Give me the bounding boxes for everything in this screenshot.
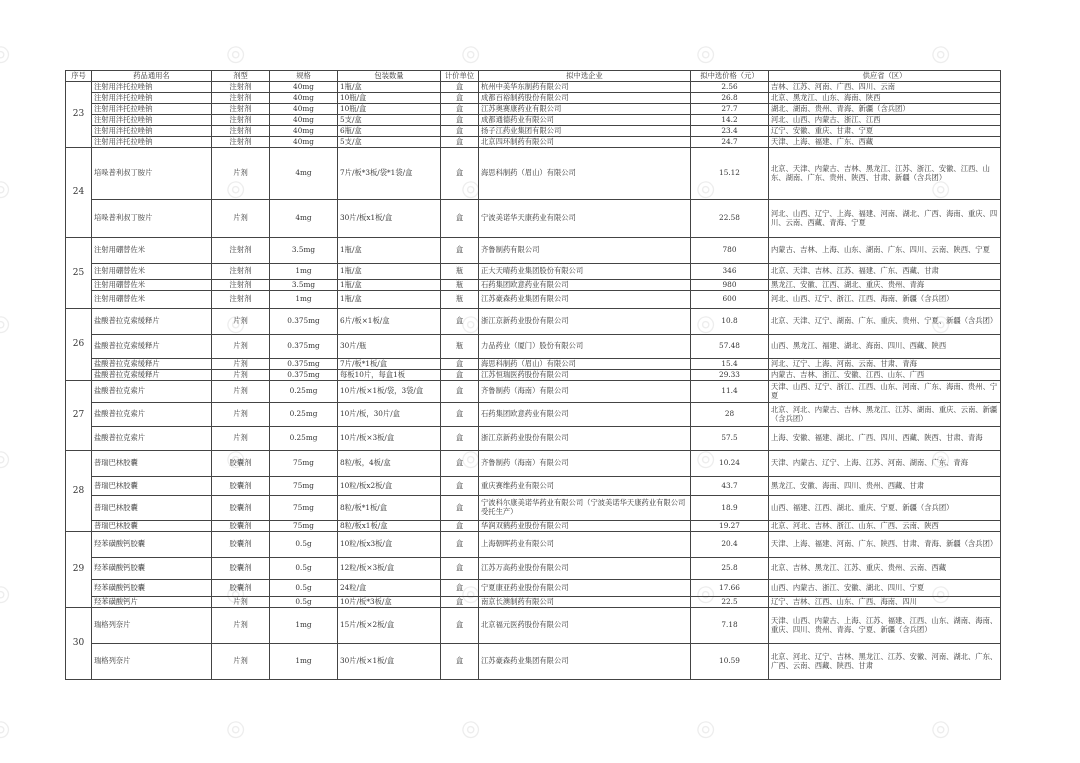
dosage-form-cell: 胶囊剂 — [212, 521, 270, 532]
drug-name-cell: 普瑞巴林胶囊 — [92, 521, 212, 532]
table-row — [66, 427, 1001, 451]
drug-name-cell: 注射用硼替佐米 — [92, 280, 212, 291]
table-row — [66, 496, 1001, 521]
package-cell: 1瓶/盒 — [338, 291, 441, 309]
spec-cell: 75mg — [270, 451, 338, 477]
dosage-form-cell: 片剂 — [212, 335, 270, 359]
company-cell: 石药集团欧意药业有限公司 — [479, 280, 691, 291]
watermark-logo — [925, 35, 960, 70]
table-row — [66, 359, 1001, 370]
price-cell: 14.2 — [691, 115, 769, 126]
table-row — [66, 291, 1001, 309]
drug-name-cell: 注射用泮托拉唑钠 — [92, 137, 212, 148]
spec-cell: 4mg — [270, 200, 338, 238]
provinces-cell: 山西、内蒙古、浙江、安徽、湖北、四川、宁夏 — [769, 580, 1001, 597]
drug-name-cell: 羟苯磺酸钙胶囊 — [92, 558, 212, 580]
provinces-cell: 黑龙江、安徽、江西、湖北、重庆、贵州、青海 — [769, 280, 1001, 291]
watermark-logo — [925, 710, 960, 745]
spec-cell: 0.25mg — [270, 381, 338, 403]
unit-cell: 盒 — [441, 532, 479, 558]
unit-cell: 盒 — [441, 477, 479, 496]
package-cell: 10瓶/盒 — [338, 93, 441, 104]
unit-cell: 盒 — [441, 558, 479, 580]
drug-name-cell: 注射用硼替佐米 — [92, 291, 212, 309]
dosage-form-cell: 注射剂 — [212, 104, 270, 115]
unit-cell: 盒 — [441, 403, 479, 427]
dosage-form-cell: 注射剂 — [212, 115, 270, 126]
package-cell: 10粒/板x2板/盒 — [338, 477, 441, 496]
table-row — [66, 532, 1001, 558]
provinces-cell: 北京、吉林、黑龙江、江苏、重庆、贵州、云南、西藏 — [769, 558, 1001, 580]
provinces-cell: 黑龙江、安徽、海南、四川、贵州、西藏、甘肃 — [769, 477, 1001, 496]
spec-cell: 0.375mg — [270, 309, 338, 335]
watermark-logo — [0, 305, 19, 340]
package-cell: 6瓶/盒 — [338, 126, 441, 137]
table-row — [66, 477, 1001, 496]
unit-cell: 瓶 — [441, 335, 479, 359]
spec-cell: 40mg — [270, 115, 338, 126]
table-row — [66, 580, 1001, 597]
provinces-cell: 辽宁、吉林、江西、山东、广西、海南、四川 — [769, 597, 1001, 608]
dosage-form-cell: 胶囊剂 — [212, 451, 270, 477]
provinces-cell: 北京、河北、辽宁、吉林、黑龙江、江苏、安徽、河南、湖北、广东、广西、云南、西藏、陕西、甘肃 — [769, 644, 1001, 680]
table-row — [66, 104, 1001, 115]
table-row — [66, 93, 1001, 104]
table-row — [66, 644, 1001, 680]
header-cell: 供应省（区） — [769, 71, 1001, 82]
company-cell: 重庆赛维药业有限公司 — [479, 477, 691, 496]
company-cell: 扬子江药业集团有限公司 — [479, 126, 691, 137]
drug-name-cell: 盐酸普拉克索片 — [92, 427, 212, 451]
header-cell: 拟中选企业 — [479, 71, 691, 82]
provinces-cell: 天津、上海、福建、广东、西藏 — [769, 137, 1001, 148]
provinces-cell: 吉林、江苏、河南、广西、四川、云南 — [769, 82, 1001, 93]
watermark-logo — [0, 170, 19, 205]
unit-cell: 盒 — [441, 93, 479, 104]
group-number-cell: 23 — [66, 82, 92, 148]
spec-cell: 0.5g — [270, 580, 338, 597]
provinces-cell: 北京、天津、吉林、江苏、福建、广东、西藏、甘肃 — [769, 264, 1001, 280]
dosage-form-cell: 注射剂 — [212, 264, 270, 280]
package-cell: 1瓶/盒 — [338, 82, 441, 93]
spec-cell: 0.5g — [270, 597, 338, 608]
price-cell: 780 — [691, 238, 769, 264]
dosage-form-cell: 注射剂 — [212, 93, 270, 104]
company-cell: 力品药业（厦门）股份有限公司 — [479, 335, 691, 359]
price-cell: 346 — [691, 264, 769, 280]
header-cell: 拟中选价格（元） — [691, 71, 769, 82]
company-cell: 北京四环制药有限公司 — [479, 137, 691, 148]
provinces-cell: 河北、辽宁、上海、河南、云南、甘肃、青海 — [769, 359, 1001, 370]
company-cell: 齐鲁制药（海南）有限公司 — [479, 381, 691, 403]
price-cell: 600 — [691, 291, 769, 309]
drug-name-cell: 羟苯磺酸钙片 — [92, 597, 212, 608]
dosage-form-cell: 片剂 — [212, 644, 270, 680]
spec-cell: 0.5g — [270, 558, 338, 580]
dosage-form-cell: 片剂 — [212, 608, 270, 644]
provinces-cell: 山西、福建、江西、湖北、重庆、宁夏、新疆（含兵团） — [769, 496, 1001, 521]
spec-cell: 40mg — [270, 93, 338, 104]
spec-cell: 4mg — [270, 148, 338, 200]
spec-cell: 0.375mg — [270, 370, 338, 381]
drug-name-cell: 注射用泮托拉唑钠 — [92, 93, 212, 104]
table-row — [66, 200, 1001, 238]
group-number-cell: 27 — [66, 381, 92, 451]
group-number-cell: 29 — [66, 532, 92, 608]
drug-name-cell: 瑞格列奈片 — [92, 608, 212, 644]
spec-cell: 40mg — [270, 137, 338, 148]
unit-cell: 盒 — [441, 309, 479, 335]
package-cell: 1瓶/盒 — [338, 280, 441, 291]
provinces-cell: 天津、上海、福建、河南、广东、陕西、甘肃、青海、新疆（含兵团） — [769, 532, 1001, 558]
package-cell: 8粒/板，4板/盒 — [338, 451, 441, 477]
header-cell: 计价单位 — [441, 71, 479, 82]
unit-cell: 盒 — [441, 104, 479, 115]
dosage-form-cell: 胶囊剂 — [212, 477, 270, 496]
table-row — [66, 238, 1001, 264]
unit-cell: 盒 — [441, 451, 479, 477]
package-cell: 6片/板×1板/盒 — [338, 309, 441, 335]
table-row — [66, 309, 1001, 335]
provinces-cell: 河北、山西、内蒙古、浙江、江西 — [769, 115, 1001, 126]
spec-cell: 1mg — [270, 264, 338, 280]
unit-cell: 盒 — [441, 427, 479, 451]
spec-cell: 1mg — [270, 644, 338, 680]
drug-name-cell: 注射用泮托拉唑钠 — [92, 126, 212, 137]
unit-cell: 盒 — [441, 521, 479, 532]
table-row — [66, 451, 1001, 477]
unit-cell: 盒 — [441, 370, 479, 381]
unit-cell: 盒 — [441, 608, 479, 644]
watermark-logo — [455, 35, 490, 70]
company-cell: 江苏恒瑞医药股份有限公司 — [479, 370, 691, 381]
dosage-form-cell: 胶囊剂 — [212, 496, 270, 521]
company-cell: 杭州中美华东制药有限公司 — [479, 82, 691, 93]
company-cell: 南京长澳制药有限公司 — [479, 597, 691, 608]
spec-cell: 75mg — [270, 477, 338, 496]
price-cell: 11.4 — [691, 381, 769, 403]
unit-cell: 盒 — [441, 115, 479, 126]
table-row — [66, 115, 1001, 126]
drug-name-cell: 注射用泮托拉唑钠 — [92, 82, 212, 93]
table-row — [66, 381, 1001, 403]
package-cell: 10片/板*3板/盒 — [338, 597, 441, 608]
package-cell: 8粒/板*1板/盒 — [338, 496, 441, 521]
watermark-logo — [0, 575, 19, 610]
header-cell: 规格 — [270, 71, 338, 82]
price-cell: 57.5 — [691, 427, 769, 451]
package-cell: 12粒/板×3板/盒 — [338, 558, 441, 580]
provinces-cell: 北京、黑龙江、山东、海南、陕西 — [769, 93, 1001, 104]
header-cell: 序号 — [66, 71, 92, 82]
package-cell: 30片/板x1板/盒 — [338, 200, 441, 238]
unit-cell: 盒 — [441, 200, 479, 238]
package-cell: 10瓶/盒 — [338, 104, 441, 115]
provinces-cell: 辽宁、安徽、重庆、甘肃、宁夏 — [769, 126, 1001, 137]
spec-cell: 3.5mg — [270, 280, 338, 291]
spec-cell: 40mg — [270, 104, 338, 115]
group-number-cell: 26 — [66, 309, 92, 381]
watermark-logo — [690, 35, 725, 70]
company-cell: 江苏豪森药业集团有限公司 — [479, 644, 691, 680]
unit-cell: 瓶 — [441, 280, 479, 291]
unit-cell: 盒 — [441, 580, 479, 597]
group-number-cell: 25 — [66, 238, 92, 309]
spec-cell: 1mg — [270, 608, 338, 644]
price-cell: 19.27 — [691, 521, 769, 532]
spec-cell: 0.25mg — [270, 427, 338, 451]
unit-cell: 盒 — [441, 597, 479, 608]
package-cell: 24粒/盒 — [338, 580, 441, 597]
package-cell: 8粒/板x1板/盒 — [338, 521, 441, 532]
header-cell: 包装数量 — [338, 71, 441, 82]
watermark-logo — [220, 710, 255, 745]
drug-name-cell: 盐酸普拉克索片 — [92, 403, 212, 427]
dosage-form-cell: 注射剂 — [212, 238, 270, 264]
table-row — [66, 608, 1001, 644]
table-row — [66, 558, 1001, 580]
provinces-cell: 河北、山西、辽宁、浙江、江西、海南、新疆（含兵团） — [769, 291, 1001, 309]
drug-price-table — [65, 70, 1001, 680]
unit-cell: 盒 — [441, 82, 479, 93]
provinces-cell: 天津、山西、内蒙古、上海、江苏、福建、江西、山东、湖南、海南、重庆、四川、贵州、青海、宁夏、新疆（含兵团） — [769, 608, 1001, 644]
price-cell: 20.4 — [691, 532, 769, 558]
dosage-form-cell: 注射剂 — [212, 280, 270, 291]
spec-cell: 75mg — [270, 521, 338, 532]
company-cell: 宁波科尔康美诺华药业有限公司（宁波美诺华天康药业有限公司受托生产） — [479, 496, 691, 521]
dosage-form-cell: 注射剂 — [212, 126, 270, 137]
drug-name-cell: 注射用硼替佐米 — [92, 264, 212, 280]
price-cell: 10.24 — [691, 451, 769, 477]
unit-cell: 盒 — [441, 126, 479, 137]
watermark-logo — [455, 710, 490, 745]
price-cell: 29.33 — [691, 370, 769, 381]
company-cell: 江苏万高药业股份有限公司 — [479, 558, 691, 580]
company-cell: 北京福元医药股份有限公司 — [479, 608, 691, 644]
spec-cell: 0.25mg — [270, 403, 338, 427]
dosage-form-cell: 片剂 — [212, 427, 270, 451]
table-row — [66, 264, 1001, 280]
unit-cell: 盒 — [441, 148, 479, 200]
price-cell: 10.59 — [691, 644, 769, 680]
package-cell: 30片/瓶 — [338, 335, 441, 359]
dosage-form-cell: 片剂 — [212, 200, 270, 238]
dosage-form-cell: 片剂 — [212, 403, 270, 427]
price-cell: 980 — [691, 280, 769, 291]
watermark-logo — [0, 710, 19, 745]
price-cell: 24.7 — [691, 137, 769, 148]
company-cell: 华润双鹤药业股份有限公司 — [479, 521, 691, 532]
company-cell: 宁夏康亚药业股份有限公司 — [479, 580, 691, 597]
price-cell: 15.12 — [691, 148, 769, 200]
provinces-cell: 北京、天津、内蒙古、吉林、黑龙江、江苏、浙江、安徽、江西、山东、湖南、广东、贵州、陕西、甘肃、新疆（含兵团） — [769, 148, 1001, 200]
group-number-cell: 24 — [66, 148, 92, 238]
drug-name-cell: 培哚普利叔丁胺片 — [92, 200, 212, 238]
package-cell: 每板10片，每盒1板 — [338, 370, 441, 381]
watermark-logo — [220, 35, 255, 70]
unit-cell: 瓶 — [441, 264, 479, 280]
company-cell: 上海朝晖药业有限公司 — [479, 532, 691, 558]
spec-cell: 1mg — [270, 291, 338, 309]
dosage-form-cell: 注射剂 — [212, 137, 270, 148]
dosage-form-cell: 片剂 — [212, 148, 270, 200]
watermark-logo — [690, 710, 725, 745]
table-row — [66, 137, 1001, 148]
company-cell: 正大天晴药业集团股份有限公司 — [479, 264, 691, 280]
package-cell: 10粒/板x3板/盒 — [338, 532, 441, 558]
price-cell: 22.5 — [691, 597, 769, 608]
unit-cell: 盒 — [441, 644, 479, 680]
price-cell: 43.7 — [691, 477, 769, 496]
price-cell: 2.56 — [691, 82, 769, 93]
dosage-form-cell: 胶囊剂 — [212, 558, 270, 580]
header-cell: 药品通用名 — [92, 71, 212, 82]
drug-name-cell: 培哚普利叔丁胺片 — [92, 148, 212, 200]
unit-cell: 盒 — [441, 359, 479, 370]
group-number-cell: 28 — [66, 451, 92, 532]
unit-cell: 盒 — [441, 238, 479, 264]
company-cell: 浙江京新药业股份有限公司 — [479, 427, 691, 451]
package-cell: 10片/板×1板/袋，3袋/盒 — [338, 381, 441, 403]
dosage-form-cell: 注射剂 — [212, 82, 270, 93]
group-number-cell: 30 — [66, 608, 92, 680]
provinces-cell: 天津、内蒙古、辽宁、上海、江苏、河南、湖南、广东、青海 — [769, 451, 1001, 477]
provinces-cell: 天津、山西、辽宁、浙江、江西、山东、河南、广东、海南、贵州、宁夏 — [769, 381, 1001, 403]
table-row — [66, 148, 1001, 200]
package-cell: 1瓶/盒 — [338, 238, 441, 264]
provinces-cell: 河北、山西、辽宁、上海、福建、河南、湖北、广西、海南、重庆、四川、云南、西藏、青海、宁夏 — [769, 200, 1001, 238]
drug-name-cell: 瑞格列奈片 — [92, 644, 212, 680]
unit-cell: 瓶 — [441, 291, 479, 309]
company-cell: 宁波美诺华天康药业有限公司 — [479, 200, 691, 238]
company-cell: 江苏豪森药业集团有限公司 — [479, 291, 691, 309]
price-cell: 10.8 — [691, 309, 769, 335]
spec-cell: 40mg — [270, 82, 338, 93]
package-cell: 5支/盒 — [338, 137, 441, 148]
company-cell: 齐鲁制药有限公司 — [479, 238, 691, 264]
table-row — [66, 126, 1001, 137]
drug-name-cell: 盐酸普拉克索缓释片 — [92, 335, 212, 359]
provinces-cell: 内蒙古、吉林、浙江、安徽、江西、山东、广西 — [769, 370, 1001, 381]
table-row — [66, 82, 1001, 93]
dosage-form-cell: 片剂 — [212, 597, 270, 608]
package-cell: 30片/板×1板/盒 — [338, 644, 441, 680]
dosage-form-cell: 注射剂 — [212, 291, 270, 309]
watermark-logo — [0, 35, 19, 70]
header-cell: 剂型 — [212, 71, 270, 82]
company-cell: 海思科制药（眉山）有限公司 — [479, 359, 691, 370]
drug-name-cell: 羟苯磺酸钙胶囊 — [92, 580, 212, 597]
drug-name-cell: 注射用泮托拉唑钠 — [92, 115, 212, 126]
unit-cell: 盒 — [441, 496, 479, 521]
unit-cell: 盒 — [441, 381, 479, 403]
dosage-form-cell: 胶囊剂 — [212, 580, 270, 597]
package-cell: 10片/板，30片/盒 — [338, 403, 441, 427]
provinces-cell: 北京、天津、辽宁、湖南、广东、重庆、贵州、宁夏、新疆（含兵团） — [769, 309, 1001, 335]
drug-name-cell: 普瑞巴林胶囊 — [92, 496, 212, 521]
spec-cell: 0.375mg — [270, 335, 338, 359]
drug-name-cell: 注射用泮托拉唑钠 — [92, 104, 212, 115]
provinces-cell: 内蒙古、吉林、上海、山东、湖南、广东、四川、云南、陕西、宁夏 — [769, 238, 1001, 264]
price-cell: 15.4 — [691, 359, 769, 370]
package-cell: 1瓶/盒 — [338, 264, 441, 280]
drug-name-cell: 盐酸普拉克索缓释片 — [92, 309, 212, 335]
company-cell: 江苏奥赛康药业有限公司 — [479, 104, 691, 115]
table-row — [66, 335, 1001, 359]
spec-cell: 75mg — [270, 496, 338, 521]
provinces-cell: 北京、河北、内蒙古、吉林、黑龙江、江苏、湖南、重庆、云南、新疆（含兵团） — [769, 403, 1001, 427]
table-row — [66, 370, 1001, 381]
price-cell: 22.58 — [691, 200, 769, 238]
table-row — [66, 403, 1001, 427]
package-cell: 15片/板×2板/盒 — [338, 608, 441, 644]
drug-name-cell: 羟苯磺酸钙胶囊 — [92, 532, 212, 558]
spec-cell: 3.5mg — [270, 238, 338, 264]
spec-cell: 40mg — [270, 126, 338, 137]
price-cell: 23.4 — [691, 126, 769, 137]
header-row — [66, 71, 1001, 82]
price-cell: 28 — [691, 403, 769, 427]
package-cell: 7片/板*1板/盒 — [338, 359, 441, 370]
table-row — [66, 280, 1001, 291]
dosage-form-cell: 片剂 — [212, 370, 270, 381]
price-cell: 27.7 — [691, 104, 769, 115]
drug-name-cell: 普瑞巴林胶囊 — [92, 477, 212, 496]
provinces-cell: 湖北、湖南、贵州、青海、新疆（含兵团） — [769, 104, 1001, 115]
price-cell: 7.18 — [691, 608, 769, 644]
drug-name-cell: 盐酸普拉克索缓释片 — [92, 359, 212, 370]
drug-name-cell: 盐酸普拉克索缓释片 — [92, 370, 212, 381]
provinces-cell: 北京、河北、吉林、浙江、山东、广西、云南、陕西 — [769, 521, 1001, 532]
dosage-form-cell: 片剂 — [212, 359, 270, 370]
price-cell: 26.8 — [691, 93, 769, 104]
drug-name-cell: 普瑞巴林胶囊 — [92, 451, 212, 477]
spec-cell: 0.5g — [270, 532, 338, 558]
package-cell: 5支/盒 — [338, 115, 441, 126]
table-row — [66, 521, 1001, 532]
provinces-cell: 山西、黑龙江、福建、湖北、海南、四川、西藏、陕西 — [769, 335, 1001, 359]
company-cell: 成都百裕制药股份有限公司 — [479, 93, 691, 104]
package-cell: 7片/板*3板/袋*1袋/盒 — [338, 148, 441, 200]
price-cell: 17.66 — [691, 580, 769, 597]
watermark-logo — [0, 440, 19, 475]
dosage-form-cell: 胶囊剂 — [212, 532, 270, 558]
dosage-form-cell: 片剂 — [212, 309, 270, 335]
drug-name-cell: 注射用硼替佐米 — [92, 238, 212, 264]
company-cell: 成都通德药业有限公司 — [479, 115, 691, 126]
company-cell: 海思科制药（眉山）有限公司 — [479, 148, 691, 200]
price-cell: 57.48 — [691, 335, 769, 359]
company-cell: 浙江京新药业股份有限公司 — [479, 309, 691, 335]
package-cell: 10片/板×3板/盒 — [338, 427, 441, 451]
provinces-cell: 上海、安徽、福建、湖北、广西、四川、西藏、陕西、甘肃、青海 — [769, 427, 1001, 451]
company-cell: 石药集团欧意药业有限公司 — [479, 403, 691, 427]
unit-cell: 盒 — [441, 137, 479, 148]
table-row — [66, 597, 1001, 608]
spec-cell: 0.375mg — [270, 359, 338, 370]
price-cell: 25.8 — [691, 558, 769, 580]
dosage-form-cell: 片剂 — [212, 381, 270, 403]
company-cell: 齐鲁制药（海南）有限公司 — [479, 451, 691, 477]
price-cell: 18.9 — [691, 496, 769, 521]
drug-name-cell: 盐酸普拉克索片 — [92, 381, 212, 403]
